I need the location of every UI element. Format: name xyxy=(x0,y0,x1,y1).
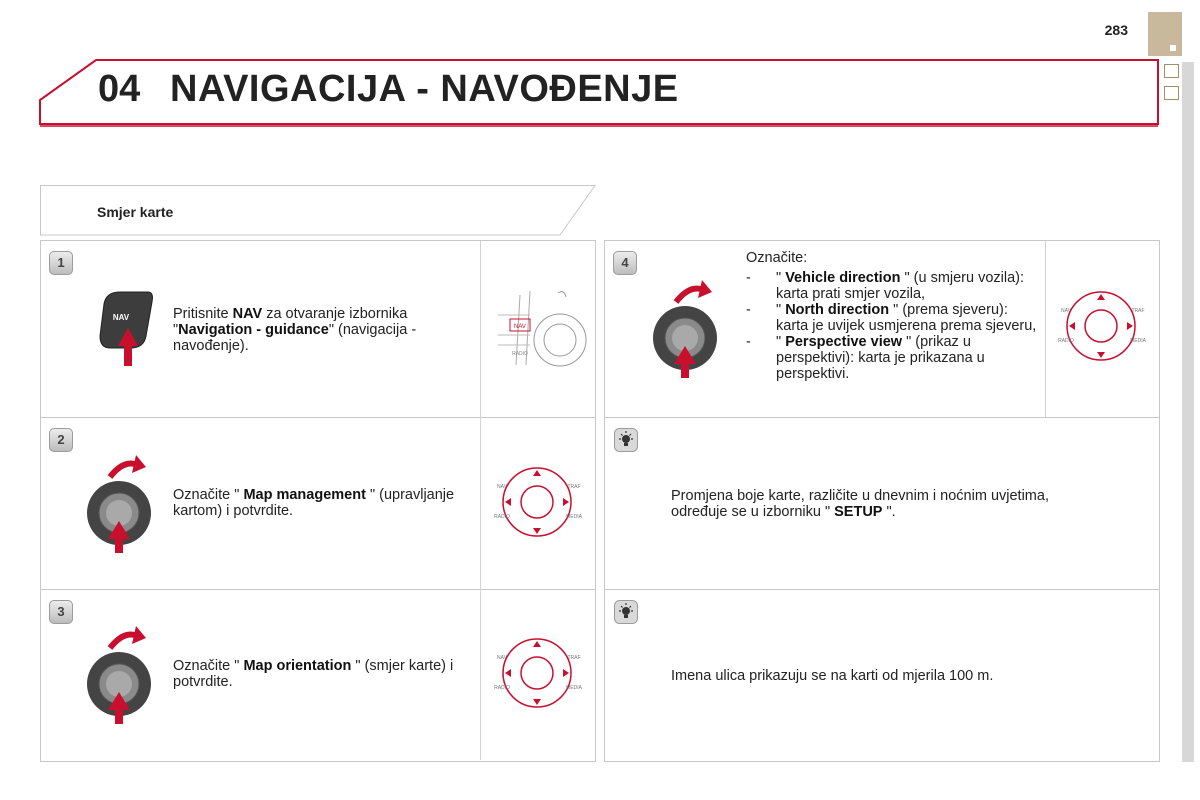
tab-box-1[interactable] xyxy=(1164,64,1179,78)
nav-button-icon xyxy=(96,290,160,370)
illus1-radio-label: RADIO xyxy=(512,351,528,357)
side-scroll-bar xyxy=(1182,62,1194,762)
lightbulb-icon xyxy=(614,600,638,624)
dashboard-nav-illustration xyxy=(490,285,590,375)
step-badge-4: 4 xyxy=(613,251,637,275)
illus2-media-label: MEDIA xyxy=(566,514,582,520)
illus4-media-label: MEDIA xyxy=(1130,338,1146,344)
step-1-text: Pritisnite NAV za otvaranje izbornika "Navigation - guidance" (navigacija - navođenje). xyxy=(173,306,417,354)
option-north-direction: - " North direction " (prema sjeveru): karta je uvijek usmjerena prema sjeveru, xyxy=(746,302,1038,334)
nav-button-label: NAV xyxy=(112,313,130,322)
control-panel-illustration-3 xyxy=(488,633,588,713)
page-number: 283 xyxy=(1104,22,1128,38)
step-3-text: Označite " Map orientation " (smjer karte) i potvrdite. xyxy=(173,658,454,690)
tab-box-2[interactable] xyxy=(1164,86,1179,100)
illus2-nav-label: NAV xyxy=(497,484,507,490)
illus3-traf-label: TRAF xyxy=(567,655,581,661)
illus4-nav-label: NAV xyxy=(1061,308,1071,314)
step-4-intro: Označite: xyxy=(746,250,808,266)
rotary-knob-icon-3 xyxy=(84,626,164,724)
control-panel-illustration-4 xyxy=(1052,286,1152,366)
section-title: Smjer karte xyxy=(97,204,174,220)
control-panel-illustration-2 xyxy=(488,462,588,542)
step-badge-3: 3 xyxy=(49,600,73,624)
step-badge-1: 1 xyxy=(49,251,73,275)
chapter-title: NAVIGACIJA - NAVOĐENJE xyxy=(170,68,679,110)
tip-1-text: Promjena boje karte, različite u dnevnim i noćnim uvjetima, određuje se u izborniku " SETUP ". xyxy=(671,488,1049,520)
illus3-nav-label: NAV xyxy=(497,655,507,661)
tip-2-text: Imena ulica prikazuju se na karti od mjerila 100 m. xyxy=(671,668,994,684)
illus3-media-label: MEDIA xyxy=(566,685,582,691)
illus4-traf-label: TRAF xyxy=(1131,308,1145,314)
chapter-tab[interactable] xyxy=(1148,12,1182,56)
rotary-knob-icon-2 xyxy=(84,455,164,553)
step-2-text: Označite " Map management " (upravljanje kartom) i potvrdite. xyxy=(173,487,455,519)
rotary-knob-icon-4 xyxy=(650,280,730,378)
step-4-text xyxy=(746,250,1038,382)
illus1-nav-label: NAV xyxy=(514,324,526,330)
illus4-radio-label: RADIO xyxy=(1058,338,1074,344)
chapter-number: 04 xyxy=(98,68,141,110)
illus2-traf-label: TRAF xyxy=(567,484,581,490)
illus2-radio-label: RADIO xyxy=(494,514,510,520)
option-perspective-view: - " Perspective view " (prikaz u perspektivi): karta je prikazana u perspektivi. xyxy=(746,334,1038,382)
option-vehicle-direction: - " Vehicle direction " (u smjeru vozila): karta prati smjer vozila, xyxy=(746,270,1038,302)
lightbulb-icon xyxy=(614,428,638,452)
step-badge-2: 2 xyxy=(49,428,73,452)
illus3-radio-label: RADIO xyxy=(494,685,510,691)
